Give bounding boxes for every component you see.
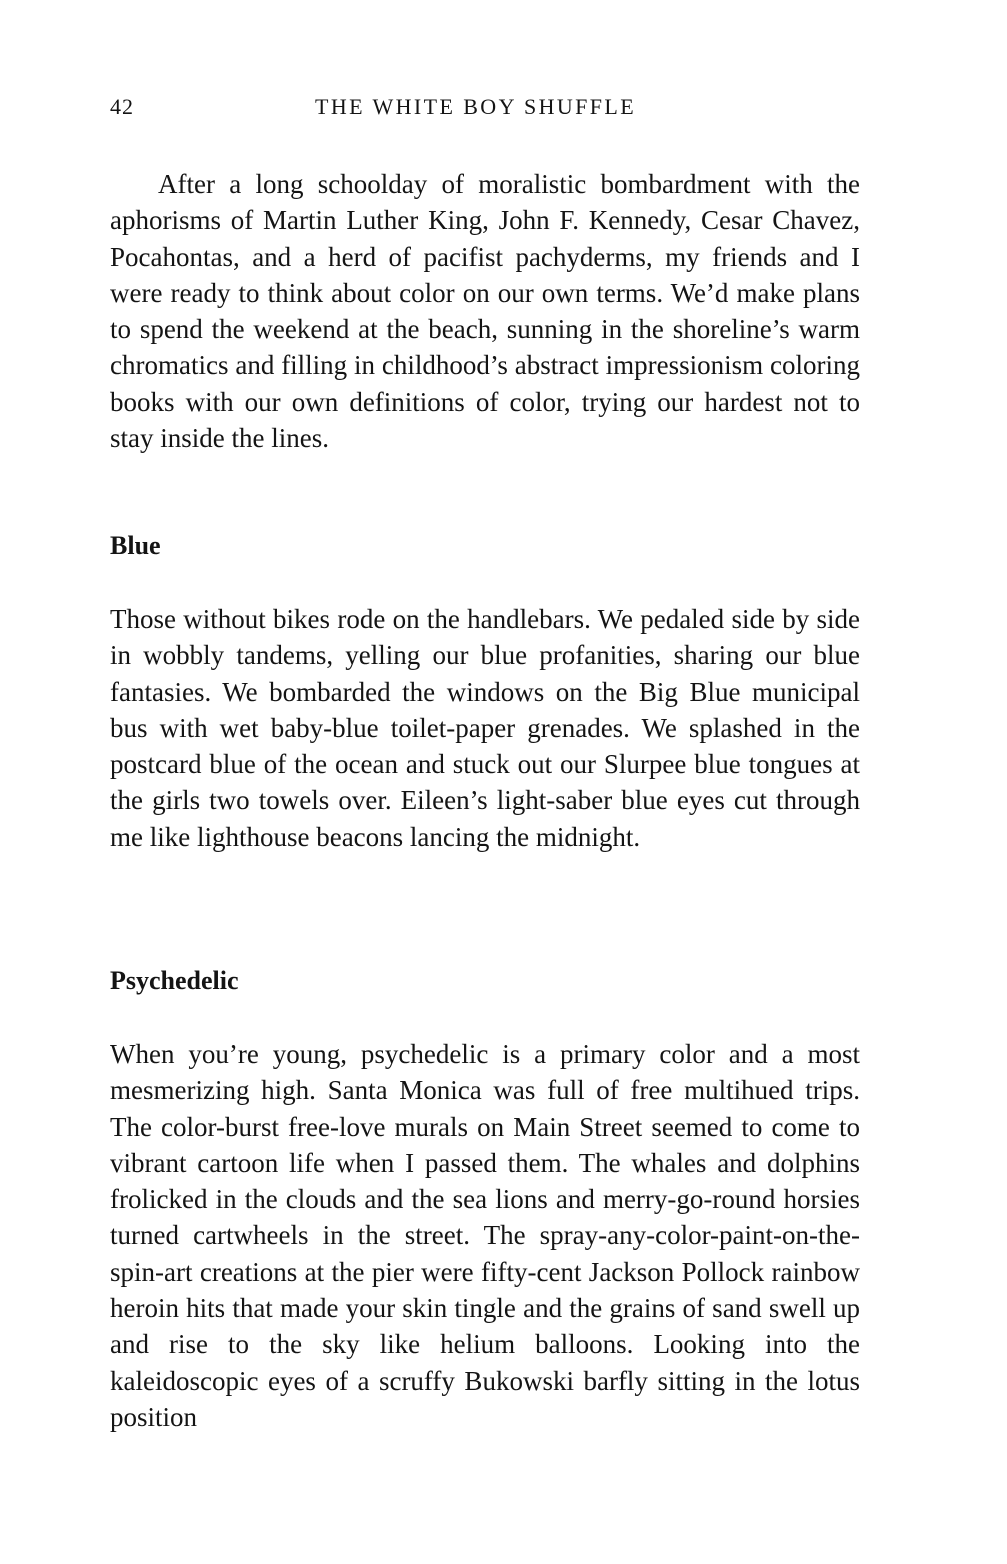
running-head bbox=[110, 94, 860, 124]
page-number: 42 bbox=[110, 94, 134, 119]
blue-paragraph: Those without bikes rode on the handlebars. We pedaled side by side in wobbly tandems, yelling our blue profanities, sharing our blue fantasies. We bombarded the windows on the Big Blue municipal bus with wet baby-blue toilet-paper grenades. We splashed in the postcard blue of the ocean and stuck out our Slurpee blue tongues at the girls two towels over. Eileen’s light-saber blue eyes cut through me like lighthouse beacons lancing the midnight. bbox=[110, 604, 860, 852]
book-title: THE WHITE BOY SHUFFLE bbox=[315, 94, 637, 119]
psychedelic-paragraph: When you’re young, psychedelic is a primary color and a most mesmerizing high. Santa Monica was full of free multihued trips. The color-burst free-love murals on Main Street seemed to come to vibrant cartoon life when I passed them. The whales and dolphins frolicked in the clouds and the sea lions and merry-go-round horsies turned cartwheels in the street. The spray-any-color-paint-on-the-spin-art creations at the pier were fifty-cent Jackson Pollock rainbow heroin hits that made your skin tingle and the grains of sand swell up and rise to the sky like helium balloons. Looking into the kaleidoscopic eyes of a scruffy Bukowski barfly sitting in the lotus position bbox=[110, 1039, 860, 1432]
section-heading-blue: Blue bbox=[110, 531, 161, 560]
section-heading-psychedelic: Psychedelic bbox=[110, 966, 239, 995]
intro-paragraph: After a long schoolday of moralistic bombardment with the aphorisms of Martin Luther King, John F. Kennedy, Cesar Chavez, Pocahontas, and a herd of pacifist pachyderms, my friends and I were ready to think about color on our own terms. We’d make plans to spend the weekend at the beach, sunning in the shoreline’s warm chromatics and filling in childhood’s abstract impressionism coloring books with our own definitions of color, trying our hardest not to stay inside the lines. bbox=[110, 169, 860, 454]
